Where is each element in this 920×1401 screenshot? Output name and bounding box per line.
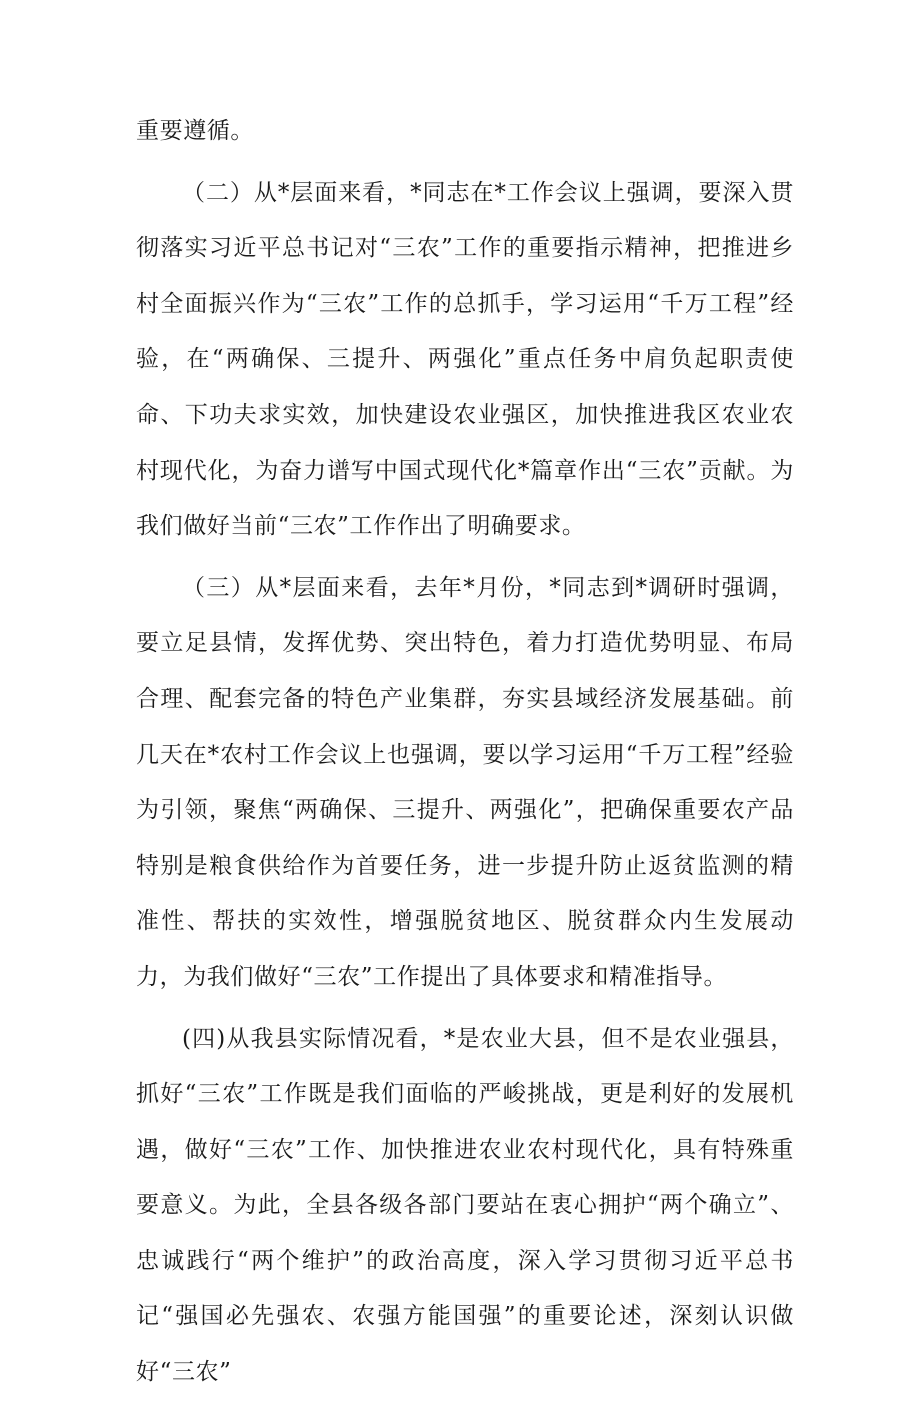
paragraph-section-3: （三）从*层面来看，去年*月份，*同志到*调研时强调，要立足县情，发挥优势、突出特色，着力打造优势明显、布局合理、配套完备的特色产业集群，夯实县域经济发展基础。前几天在*农村工作会议上也强调，要以学习运用“千万工程”经验为引领，聚焦“两确保、三提升、两强化”，把确保重要农产品特别是粮食供给作为首要任务，进一步提升防止返贫监测的精准性、帮扶的实效性，增强脱贫地区、脱贫群众内生发展动力，为我们做好“三农”工作提出了具体要求和精准指导。 (136, 574, 794, 990)
paragraph-section-4: (四)从我县实际情况看，*是农业大县，但不是农业强县，抓好“三农”工作既是我们面临的严峻挑战，更是利好的发展机遇，做好“三农”工作、加快推进农业农村现代化，具有特殊重要意义。为此，全县各级各部门要站在衷心拥护“两个确立”、忠诚践行“两个维护”的政治高度，深入学习贯彻习近平总书记“强国必先强农、农强方能国强”的重要论述，深刻认识做好“三农” (136, 1025, 794, 1386)
document-body (136, 104, 794, 1401)
paragraph-continuation: 重要遵循。 (136, 118, 254, 144)
paragraph-section-2: （二）从*层面来看，*同志在*工作会议上强调，要深入贯彻落实习近平总书记对“三农”工作的重要指示精神，把推进乡村全面振兴作为“三农”工作的总抓手，学习运用“千万工程”经验，在“两确保、三提升、两强化”重点任务中肩负起职责使命、下功夫求实效，加快建设农业强区，加快推进我区农业农村现代化，为奋力谱写中国式现代化*篇章作出“三农”贡献。为我们做好当前“三农”工作作出了明确要求。 (136, 179, 794, 540)
